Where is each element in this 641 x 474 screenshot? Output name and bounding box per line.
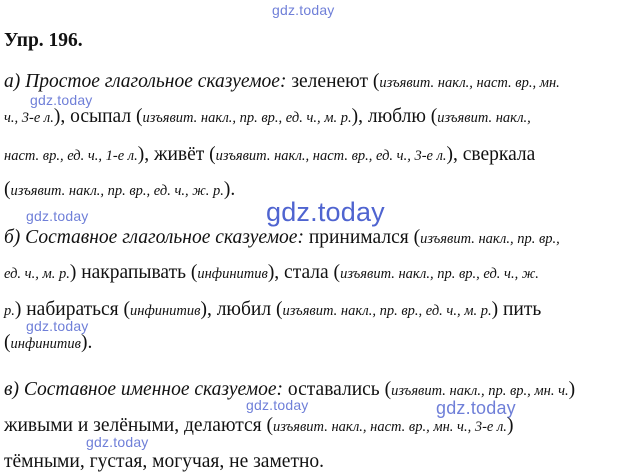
text-line-5 <box>4 226 560 251</box>
text-line-3 <box>4 143 535 168</box>
grammar-note: изъявит. накл., наст. вр., ед. ч., 3-е л. <box>215 148 447 164</box>
text-span: тёмными, густая, могучая, не заметно. <box>4 451 325 472</box>
text-span: ), стала ( <box>267 262 341 283</box>
grammar-note: инфинитив <box>130 303 201 319</box>
text-span: ) пить <box>491 299 542 320</box>
text-span: живыми и зелёными, делаются ( <box>4 415 274 436</box>
grammar-note: ед. ч., м. р. <box>4 266 70 282</box>
grammar-note: изъявит. накл., наст. вр., мн. ч., 3-е л. <box>273 419 507 435</box>
grammar-note: изъявит. накл., пр. вр., ед. ч., м. р. <box>142 110 352 126</box>
text-span: ) накрапывать ( <box>69 262 198 283</box>
exercise-title: Упр. 196. <box>4 30 83 51</box>
watermark: gdz.today <box>26 318 89 334</box>
text-span: ). <box>223 179 236 200</box>
text-line-10 <box>4 414 513 439</box>
watermark: gdz.today <box>86 434 149 450</box>
text-line-4 <box>4 178 235 203</box>
grammar-note: изъявит. накл., пр. вр., мн. ч. <box>391 383 569 399</box>
watermark: gdz.today <box>246 397 309 413</box>
text-span: ), живёт ( <box>137 144 216 165</box>
watermark-large: gdz.today <box>266 197 385 227</box>
text-span: ) <box>506 415 514 436</box>
text-span: ( <box>4 332 11 353</box>
grammar-note: изъявит. накл., наст. вр., мн. <box>379 75 560 91</box>
text-span: ), сверкала <box>446 144 536 165</box>
grammar-note: изъявит. накл., пр. вр., ед. ч., ж. р. <box>10 183 224 199</box>
text-line-11 <box>4 450 324 474</box>
grammar-note: р. <box>4 303 15 319</box>
watermark: gdz.today <box>30 92 93 108</box>
text-span: ), люблю ( <box>351 106 438 127</box>
text-span: ) <box>568 379 576 400</box>
grammar-note: инфинитив <box>10 336 81 352</box>
text-span: ). <box>80 332 93 353</box>
text-span: ), любил ( <box>200 299 283 320</box>
watermark: gdz.today <box>436 398 516 418</box>
text-span: зеленеют ( <box>291 71 380 92</box>
grammar-note: наст. вр., ед. ч., 1-е л. <box>4 148 138 164</box>
section-label-c: в) Составное именное сказуемое: <box>4 379 288 400</box>
section-label-b: б) Составное глагольное сказуемое: <box>4 227 309 248</box>
text-span: ( <box>4 179 11 200</box>
grammar-note: изъявит. накл., <box>437 110 531 126</box>
text-span: ) набираться ( <box>14 299 130 320</box>
text-line-2 <box>4 105 531 130</box>
text-line-8 <box>4 331 92 356</box>
watermark: gdz.today <box>272 2 335 18</box>
watermark: gdz.today <box>26 208 89 224</box>
grammar-note: изъявит. накл., пр. вр., <box>420 231 560 247</box>
text-span: ), осыпал ( <box>53 106 143 127</box>
text-span: принимался ( <box>308 227 421 248</box>
grammar-note: изъявит. накл., пр. вр., ед. ч., м. р. <box>282 303 492 319</box>
grammar-note: изъявит. накл., пр. вр., ед. ч., ж. <box>340 266 539 282</box>
text-line-6 <box>4 261 539 286</box>
text-span: оставались ( <box>287 379 392 400</box>
grammar-note: инфинитив <box>197 266 268 282</box>
section-label-a: а) Простое глагольное сказуемое: <box>4 71 292 92</box>
grammar-note: ч., 3-е л. <box>4 110 54 126</box>
